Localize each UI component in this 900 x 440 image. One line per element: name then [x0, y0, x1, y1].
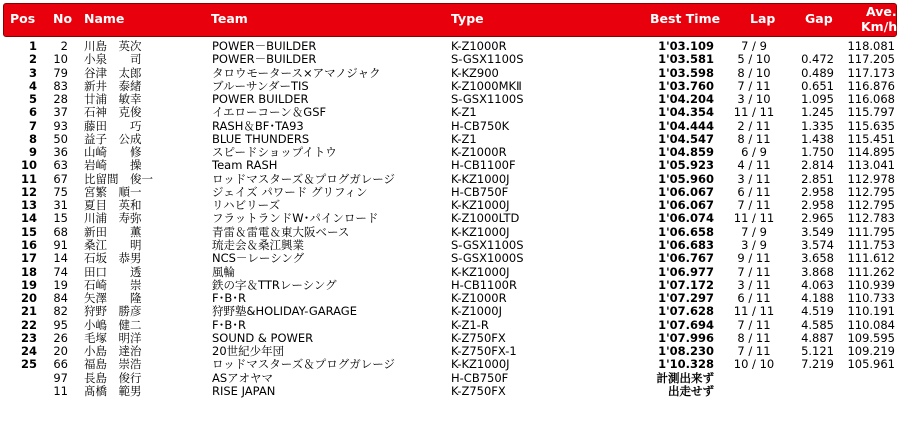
type-cell: K-Z750FX — [451, 383, 506, 398]
team-cell: タロウモータース×アマノジャク — [212, 65, 381, 80]
lap-cell: 7 / 11 — [737, 264, 771, 279]
table-row — [0, 146, 900, 159]
team-cell: RISE JAPAN — [212, 383, 276, 398]
team-cell: F･B･R — [212, 317, 246, 332]
best-time-cell: 1'06.067 — [658, 198, 714, 213]
type-cell: H-CB1100F — [451, 158, 516, 173]
type-cell: K-Z1000R — [451, 145, 507, 160]
number-cell: 97 — [53, 370, 68, 385]
speed-cell: 109.219 — [847, 344, 895, 359]
speed-cell: 112.795 — [847, 198, 895, 213]
best-time-cell: 計測出来ず — [656, 370, 714, 385]
position-cell: 16 — [20, 237, 37, 252]
name-cell: 矢澤 隆 — [84, 291, 142, 306]
gap-cell: 4.519 — [801, 304, 834, 319]
number-cell: 83 — [53, 78, 68, 93]
team-cell: リハビリーズ — [212, 198, 281, 213]
lap-cell: 7 / 11 — [737, 198, 771, 213]
number-cell: 37 — [53, 105, 68, 120]
type-cell: K-KZ900 — [451, 65, 499, 80]
best-time-cell: 1'04.204 — [658, 92, 714, 107]
speed-cell: 115.797 — [847, 105, 895, 120]
header-bar — [3, 3, 897, 37]
lap-cell: 11 / 11 — [733, 211, 775, 226]
speed-cell: 117.205 — [847, 52, 895, 67]
table-row — [0, 292, 900, 305]
team-cell: 鉄の字＆TTRレーシング — [212, 277, 337, 292]
lap-cell: 3 / 10 — [737, 92, 771, 107]
type-cell: K-KZ1000J — [451, 264, 510, 279]
team-cell: ブルーサンダーTIS — [212, 78, 309, 93]
lap-cell: 11 / 11 — [733, 105, 775, 120]
gap-cell: 2.965 — [801, 211, 834, 226]
lap-cell: 2 / 11 — [737, 118, 771, 133]
best-time-cell: 1'03.760 — [658, 78, 714, 93]
table-row — [0, 199, 900, 212]
lap-cell: 7 / 11 — [737, 344, 771, 359]
lap-cell: 7 / 11 — [737, 317, 771, 332]
best-time-cell: 1'06.658 — [658, 224, 714, 239]
best-time-cell: 1'03.598 — [658, 65, 714, 80]
speed-cell: 112.978 — [847, 171, 895, 186]
speed-cell: 116.876 — [847, 78, 895, 93]
number-cell: 50 — [53, 131, 68, 146]
name-cell: 新井 泰緒 — [84, 78, 142, 93]
number-cell: 75 — [53, 184, 68, 199]
position-cell: 10 — [20, 158, 37, 173]
position-cell: 25 — [20, 357, 37, 372]
header-no: No — [53, 11, 73, 26]
type-cell: K-KZ1000J — [451, 224, 510, 239]
lap-cell: 6 / 11 — [737, 184, 771, 199]
header-kmh: Km/h — [861, 19, 898, 34]
position-cell: 20 — [20, 291, 37, 306]
best-time-cell: 1'04.859 — [658, 145, 714, 160]
table-row — [0, 279, 900, 292]
table-row — [0, 305, 900, 318]
lap-cell: 7 / 11 — [737, 78, 771, 93]
best-time-cell: 1'07.172 — [658, 277, 714, 292]
number-cell: 36 — [53, 145, 68, 160]
type-cell: H-CB750K — [451, 118, 510, 133]
number-cell: 14 — [53, 251, 68, 266]
team-cell: イエローコーン＆GSF — [212, 105, 327, 120]
position-cell: 8 — [28, 131, 37, 146]
number-cell: 63 — [53, 158, 68, 173]
speed-cell: 116.068 — [847, 92, 895, 107]
lap-cell: 8 / 10 — [737, 65, 771, 80]
table-row — [0, 239, 900, 252]
name-cell: 岩崎 操 — [84, 158, 142, 173]
gap-cell: 2.958 — [801, 184, 834, 199]
table-row — [0, 212, 900, 225]
gap-cell: 4.585 — [801, 317, 834, 332]
team-cell: 琉走会＆桑江興業 — [212, 237, 304, 252]
lap-cell: 6 / 9 — [741, 145, 767, 160]
number-cell: 74 — [53, 264, 68, 279]
lap-cell: 11 / 11 — [733, 304, 775, 319]
gap-cell: 3.574 — [801, 237, 834, 252]
position-cell: 6 — [28, 105, 37, 120]
best-time-cell: 1'04.444 — [658, 118, 714, 133]
table-row — [0, 40, 900, 53]
table-row — [0, 93, 900, 106]
team-cell: F･B･R — [212, 291, 246, 306]
type-cell: K-Z1000MKⅡ — [451, 78, 522, 93]
header-gap: Gap — [805, 11, 833, 26]
best-time-cell: 1'05.923 — [658, 158, 714, 173]
best-time-cell: 1'05.960 — [658, 171, 714, 186]
table-row — [0, 358, 900, 371]
name-cell: 藤田 巧 — [84, 118, 142, 133]
number-cell: 84 — [53, 291, 68, 306]
number-cell: 26 — [53, 330, 68, 345]
speed-cell: 110.084 — [847, 317, 895, 332]
position-cell: 1 — [28, 39, 37, 53]
team-cell: POWER BUILDER — [212, 92, 309, 107]
number-cell: 20 — [53, 344, 68, 359]
number-cell: 68 — [53, 224, 68, 239]
lap-cell: 3 / 11 — [737, 171, 771, 186]
lap-cell: 6 / 11 — [737, 291, 771, 306]
gap-cell: 3.658 — [801, 251, 834, 266]
table-row — [0, 226, 900, 239]
best-time-cell: 1'08.230 — [658, 344, 714, 359]
lap-cell: 3 / 9 — [741, 237, 767, 252]
number-cell: 91 — [53, 237, 68, 252]
position-cell: 5 — [28, 92, 37, 107]
name-cell: 川島 英次 — [84, 39, 142, 53]
best-time-cell: 1'06.067 — [658, 184, 714, 199]
number-cell: 10 — [53, 52, 68, 67]
table-row — [0, 345, 900, 358]
name-cell: 比留間 俊一 — [84, 171, 153, 186]
speed-cell: 117.173 — [847, 65, 895, 80]
gap-cell: 4.887 — [801, 330, 834, 345]
results-table — [0, 40, 900, 398]
speed-cell: 112.795 — [847, 184, 895, 199]
type-cell: K-Z1000R — [451, 291, 507, 306]
name-cell: 長島 俊行 — [84, 370, 142, 385]
team-cell: 20世紀少年団 — [212, 344, 285, 359]
gap-cell: 3.549 — [801, 224, 834, 239]
name-cell: 川浦 寿弥 — [84, 211, 142, 226]
speed-cell: 111.795 — [847, 224, 895, 239]
type-cell: H-CB1100R — [451, 277, 517, 292]
type-cell: S-GSX1100S — [451, 92, 524, 107]
position-cell: 2 — [28, 52, 37, 67]
speed-cell: 109.595 — [847, 330, 895, 345]
gap-cell: 2.851 — [801, 171, 834, 186]
position-cell: 14 — [20, 211, 37, 226]
position-cell: 24 — [20, 344, 37, 359]
lap-cell: 7 / 9 — [741, 39, 767, 53]
position-cell: 3 — [28, 65, 37, 80]
best-time-cell: 1'03.109 — [658, 39, 714, 53]
team-cell: BLUE THUNDERS — [212, 131, 310, 146]
number-cell: 66 — [53, 357, 68, 372]
position-cell: 22 — [20, 317, 37, 332]
table-row — [0, 173, 900, 186]
team-cell: ロッドマスターズ＆プログガレージ — [212, 171, 395, 186]
number-cell: 93 — [53, 118, 68, 133]
team-cell: ジェイズ パワード グリフィン — [212, 184, 368, 199]
position-cell: 11 — [20, 171, 37, 186]
gap-cell: 4.188 — [801, 291, 834, 306]
team-cell: NCS－レーシング — [212, 251, 305, 266]
name-cell: 石崎 崇 — [84, 277, 142, 292]
type-cell: S-GSX1100S — [451, 237, 524, 252]
header-type: Type — [451, 11, 484, 26]
name-cell: 福島 崇浩 — [84, 357, 142, 372]
gap-cell: 3.868 — [801, 264, 834, 279]
table-row — [0, 332, 900, 345]
table-row — [0, 186, 900, 199]
team-cell: フラットランドW･パインロード — [212, 211, 379, 226]
name-cell: 田口 透 — [84, 264, 142, 279]
table-row — [0, 120, 900, 133]
team-cell: SOUND & POWER — [212, 330, 314, 345]
lap-cell: 9 / 11 — [737, 251, 771, 266]
table-row — [0, 106, 900, 119]
lap-cell: 4 / 11 — [737, 158, 771, 173]
table-row — [0, 159, 900, 172]
gap-cell: 0.489 — [801, 65, 834, 80]
number-cell: 15 — [53, 211, 68, 226]
best-time-cell: 1'07.996 — [658, 330, 714, 345]
name-cell: 小嶋 健二 — [84, 317, 142, 332]
team-cell: 青雷＆雷電＆東大阪ベース — [212, 224, 350, 239]
gap-cell: 0.651 — [801, 78, 834, 93]
header-ave: Ave. — [866, 4, 897, 19]
position-cell: 9 — [28, 145, 37, 160]
name-cell: 小泉 司 — [84, 52, 142, 67]
gap-cell: 1.335 — [801, 118, 834, 133]
table-row — [0, 80, 900, 93]
team-cell: スピードショップイトウ — [212, 145, 337, 160]
best-time-cell: 1'07.628 — [658, 304, 714, 319]
table-row — [0, 385, 900, 398]
gap-cell: 1.095 — [801, 92, 834, 107]
name-cell: 石坂 恭男 — [84, 251, 142, 266]
number-cell: 19 — [53, 277, 68, 292]
position-cell: 15 — [20, 224, 37, 239]
speed-cell: 118.081 — [847, 39, 895, 53]
type-cell: K-Z750FX-1 — [451, 344, 517, 359]
speed-cell: 105.961 — [847, 357, 895, 372]
speed-cell: 110.733 — [847, 291, 895, 306]
table-row — [0, 133, 900, 146]
type-cell: K-KZ1000J — [451, 357, 510, 372]
name-cell: 新田 薫 — [84, 224, 142, 239]
number-cell: 31 — [53, 198, 68, 213]
lap-cell: 10 / 10 — [733, 357, 775, 372]
lap-cell: 7 / 9 — [741, 224, 767, 239]
speed-cell: 110.191 — [847, 304, 895, 319]
type-cell: H-CB750F — [451, 370, 509, 385]
table-row — [0, 53, 900, 66]
type-cell: K-Z1000LTD — [451, 211, 520, 226]
team-cell: POWER－BUILDER — [212, 39, 317, 53]
team-cell: 風輪 — [212, 264, 235, 279]
team-cell: Team RASH — [212, 158, 278, 173]
type-cell: K-Z1 — [451, 105, 477, 120]
gap-cell: 2.814 — [801, 158, 834, 173]
name-cell: 髙橋 範男 — [84, 383, 142, 398]
position-cell: 4 — [28, 78, 37, 93]
number-cell: 11 — [53, 383, 68, 398]
number-cell: 95 — [53, 317, 68, 332]
position-cell: 19 — [20, 277, 37, 292]
table-row — [0, 67, 900, 80]
type-cell: K-Z1000R — [451, 39, 507, 53]
type-cell: K-Z1-R — [451, 317, 489, 332]
best-time-cell: 出走せず — [668, 383, 714, 398]
type-cell: S-GSX1000S — [451, 251, 524, 266]
best-time-cell: 1'06.683 — [658, 237, 714, 252]
best-time-cell: 1'07.297 — [658, 291, 714, 306]
header-name: Name — [84, 11, 125, 26]
name-cell: 石神 克俊 — [84, 105, 142, 120]
lap-cell: 3 / 11 — [737, 277, 771, 292]
type-cell: K-Z1 — [451, 131, 477, 146]
type-cell: K-KZ1000J — [451, 171, 510, 186]
gap-cell: 1.245 — [801, 105, 834, 120]
name-cell: 谷津 太郎 — [84, 65, 142, 80]
lap-cell: 5 / 10 — [737, 52, 771, 67]
gap-cell: 1.438 — [801, 131, 834, 146]
name-cell: 狩野 勝彦 — [84, 304, 142, 319]
gap-cell: 0.472 — [801, 52, 834, 67]
table-row — [0, 266, 900, 279]
type-cell: K-Z750FX — [451, 330, 506, 345]
name-cell: 桑江 明 — [84, 237, 142, 252]
gap-cell: 1.750 — [801, 145, 834, 160]
best-time-cell: 1'07.694 — [658, 317, 714, 332]
name-cell: 宮繁 順一 — [84, 184, 142, 199]
position-cell: 13 — [20, 198, 37, 213]
best-time-cell: 1'04.547 — [658, 131, 714, 146]
gap-cell: 5.121 — [801, 344, 834, 359]
speed-cell: 111.612 — [847, 251, 895, 266]
position-cell: 12 — [20, 184, 37, 199]
number-cell: 2 — [60, 39, 68, 53]
team-cell: ロッドマスターズ＆プログガレージ — [212, 357, 395, 372]
speed-cell: 113.041 — [847, 158, 895, 173]
team-cell: 狩野塾&HOLIDAY-GARAGE — [212, 304, 357, 319]
speed-cell: 111.753 — [847, 237, 895, 252]
position-cell: 21 — [20, 304, 37, 319]
gap-cell: 2.958 — [801, 198, 834, 213]
team-cell: RASH＆BF･TA93 — [212, 118, 304, 133]
gap-cell: 7.219 — [801, 357, 834, 372]
name-cell: 山崎 修 — [84, 145, 142, 160]
best-time-cell: 1'06.767 — [658, 251, 714, 266]
name-cell: 夏目 英和 — [84, 198, 142, 213]
name-cell: 小島 達治 — [84, 344, 142, 359]
number-cell: 67 — [53, 171, 68, 186]
number-cell: 82 — [53, 304, 68, 319]
header-lap: Lap — [750, 11, 776, 26]
type-cell: S-GSX1100S — [451, 52, 524, 67]
position-cell: 18 — [20, 264, 37, 279]
type-cell: K-KZ1000J — [451, 198, 510, 213]
speed-cell: 111.262 — [847, 264, 895, 279]
number-cell: 79 — [53, 65, 68, 80]
speed-cell: 110.939 — [847, 277, 895, 292]
lap-cell: 8 / 11 — [737, 131, 771, 146]
speed-cell: 112.783 — [847, 211, 895, 226]
name-cell: 毛塚 明洋 — [84, 330, 142, 345]
team-cell: POWER－BUILDER — [212, 52, 317, 67]
header-team: Team — [211, 11, 248, 26]
best-time-cell: 1'06.074 — [658, 211, 714, 226]
lap-cell: 8 / 11 — [737, 330, 771, 345]
header-pos: Pos — [10, 11, 36, 26]
best-time-cell: 1'03.581 — [658, 52, 714, 67]
speed-cell: 115.635 — [847, 118, 895, 133]
best-time-cell: 1'10.328 — [658, 357, 714, 372]
type-cell: K-Z1000J — [451, 304, 503, 319]
position-cell: 7 — [28, 118, 37, 133]
best-time-cell: 1'04.354 — [658, 105, 714, 120]
header-best-time: Best Time — [650, 11, 721, 26]
gap-cell: 4.063 — [801, 277, 834, 292]
table-row — [0, 372, 900, 385]
position-cell: 23 — [20, 330, 37, 345]
speed-cell: 115.451 — [847, 131, 895, 146]
type-cell: H-CB750F — [451, 184, 509, 199]
table-row — [0, 319, 900, 332]
table-row — [0, 252, 900, 265]
name-cell: 益子 公成 — [84, 131, 142, 146]
name-cell: 廿浦 敏幸 — [84, 92, 142, 107]
number-cell: 28 — [53, 92, 68, 107]
best-time-cell: 1'06.977 — [658, 264, 714, 279]
speed-cell: 114.895 — [847, 145, 895, 160]
position-cell: 17 — [20, 251, 37, 266]
team-cell: ASアオヤマ — [212, 370, 274, 385]
